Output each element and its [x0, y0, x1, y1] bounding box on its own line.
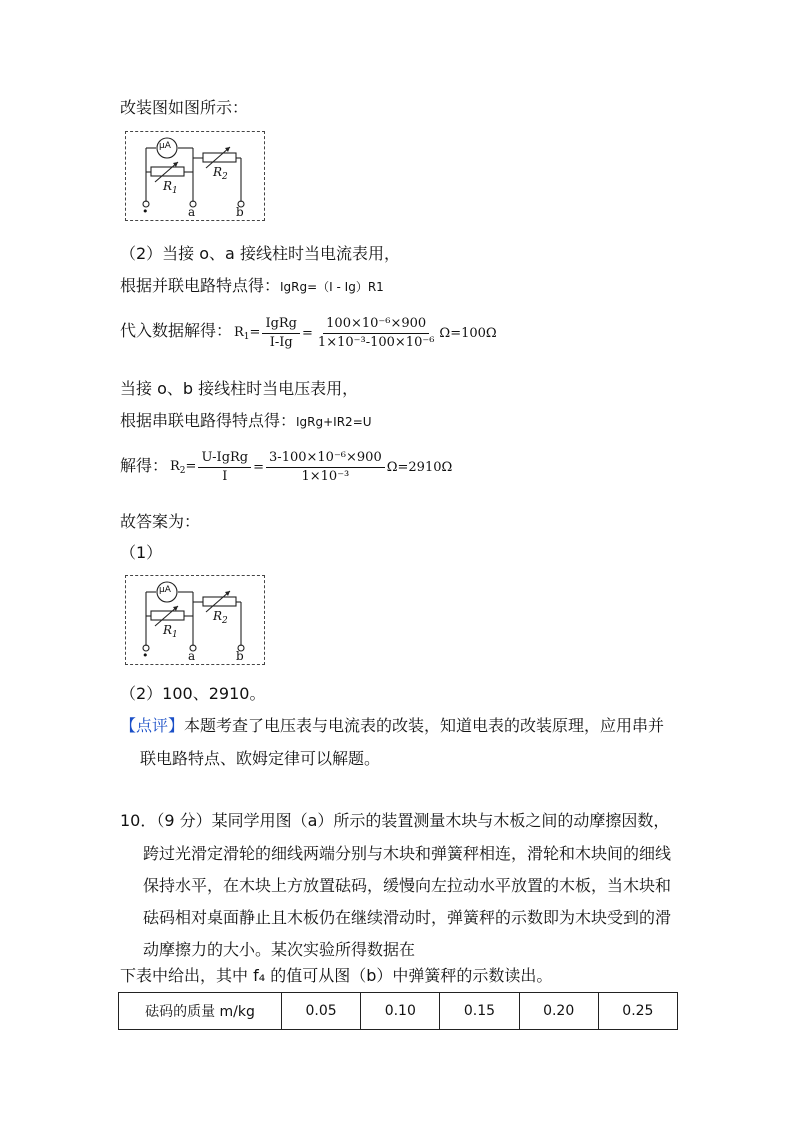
q10-line6: 下表中给出，其中 f₄ 的值可从图（b）中弹簧秤的示数读出。 [120, 966, 553, 985]
table-cell: 0.05 [282, 993, 361, 1030]
part2-line4: 当接 o、b 接线柱时当电压表用， [120, 379, 359, 398]
part2-line6-prefix: 解得： [120, 456, 169, 475]
formula-r1: $R_1=$ $\frac{\text{IgRg}}{I-Ig}$ = $\frac{\text{100×10⁻⁶×900}}{\text{1×10⁻³-100×10⁻⁶}}$ Ω=100Ω [234, 315, 497, 350]
terminal-a: a [188, 649, 196, 663]
q10-line5: 动摩擦力的大小。某次实验所得数据在 [143, 940, 416, 959]
terminal-a: a [188, 205, 196, 219]
table-row [119, 993, 678, 1030]
circuit-diagram-1 [125, 131, 265, 221]
r2-label: $R_2$ [213, 165, 228, 182]
part2-line2: 根据并联电路特点得：IgRg=（I - Ig）R1 [120, 276, 384, 295]
r1-label: $R_1$ [163, 623, 178, 640]
intro-text: 改装图如图所示： [120, 98, 249, 117]
q10-line1: 10．（9 分）某同学用图（a）所示的装置测量木块与木板之间的动摩擦因数， [120, 811, 670, 830]
part2-line3-prefix: 代入数据解得： [120, 321, 233, 340]
r1-label: $R_1$ [163, 179, 178, 196]
terminal-b: b [236, 205, 244, 219]
terminal-o: • [142, 649, 149, 662]
part2-line5: 根据串联电路得特点得：IgRg+IR2=U [120, 411, 372, 430]
r2-label: $R_2$ [213, 609, 228, 626]
terminal-b: b [236, 649, 244, 663]
q10-line3: 保持水平，在木块上方放置砝码，缓慢向左拉动水平放置的木板，当木块和 [143, 876, 672, 895]
answer-title: 故答案为： [120, 512, 201, 531]
mass-table [118, 992, 678, 1030]
terminal-o: • [142, 205, 149, 218]
series-formula: IgRg+IR2=U [296, 415, 372, 429]
table-cell: 0.20 [519, 993, 598, 1030]
table-cell: 0.25 [598, 993, 677, 1030]
circuit-diagram-2 [125, 575, 265, 665]
parallel-formula: IgRg=（I - Ig）R1 [280, 280, 384, 294]
part2-line1: （2）当接 o、a 接线柱时当电流表用， [120, 244, 400, 263]
comment-line2: 联电路特点、欧姆定律可以解题。 [140, 749, 381, 768]
table-cell: 0.15 [440, 993, 519, 1030]
answer-item1: （1） [120, 543, 163, 562]
answer-item2: （2）100、2910。 [120, 684, 266, 703]
comment-line1: 【点评】本题考查了电压表与电流表的改装，知道电表的改装原理，应用串并 [120, 716, 665, 735]
comment-tag: 【点评】 [120, 716, 185, 735]
microammeter-label: μA [159, 585, 171, 595]
table-header-cell: 砝码的质量 m/kg [119, 993, 282, 1030]
table-cell: 0.10 [361, 993, 440, 1030]
formula-r2: $R_2=$ $\frac{\text{U-IgRg}}{I}$ = $\frac{\text{3-100×10⁻⁶×900}}{\text{1×10⁻³}}$ Ω=2910Ω [170, 449, 453, 484]
q10-line2: 跨过光滑定滑轮的细线两端分别与木块和弹簧秤相连，滑轮和木块间的细线 [143, 844, 672, 863]
q10-line4: 砝码相对桌面静止且木板仍在继续滑动时，弹簧秤的示数即为木块受到的滑 [143, 908, 672, 927]
microammeter-label: μA [159, 141, 171, 151]
